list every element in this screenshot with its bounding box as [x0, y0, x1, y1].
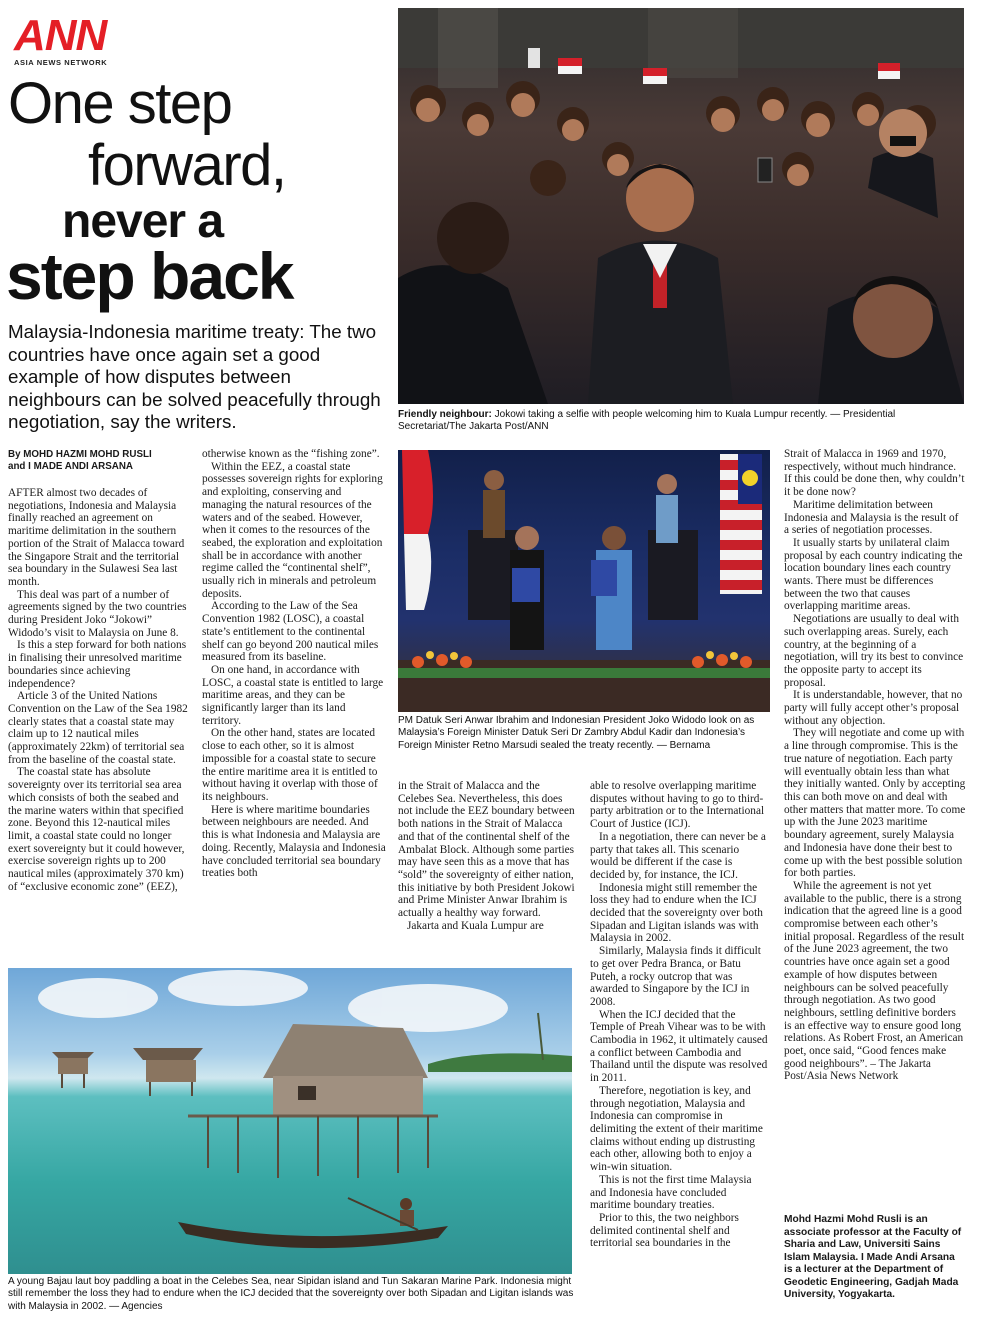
- paragraph: Article 3 of the United Nations Convention on the Law of the Sea 1982 clearly states that a coastal state may claim up to 12 nautical miles (approximately 22km) of territorial sea from the baseline of the coastal state.: [8, 690, 188, 766]
- paragraph: While the agreement is not yet available to the public, there is a strong indication that the agreed line is a good compromise between each other’s initial proposal. Regardless of the result of the June 2023 agreement, the two countries have once again set a good example of how disputes between neighbours can be solved peacefully through negotiation. As two good neighbours, settling definitive borders is an effective way to ensure good long relations. As Robert Frost, an American poet, once said, “Good fences make good neighbours”. – The Jakarta Post/Asia News Network: [784, 879, 965, 1083]
- article-column-3: [398, 780, 578, 932]
- headline-line-4: step back: [6, 239, 293, 313]
- paragraph: Jakarta and Kuala Lumpur are: [407, 919, 544, 932]
- caption-top-label: Friendly neighbour:: [398, 409, 492, 420]
- photo-signing-illustration: [398, 450, 770, 712]
- headline-line-1: One step: [8, 71, 232, 136]
- paragraph: AFTER almost two decades of negotiations, Indonesia and Malaysia finally reached an agreement on maritime delimitation in the southern portion of the Strait of Malacca toward the Singapore Strait and the territorial sea boundary in the Sulawesi Sea last month.: [8, 487, 185, 588]
- caption-top-photo: [398, 409, 964, 434]
- headline-line-2: forward,: [88, 133, 286, 198]
- byline-line-1: By MOHD HAZMI MOHD RUSLI: [8, 449, 152, 460]
- caption-top-text: Jokowi taking a selfie with people welcoming him to Kuala Lumpur recently. — Presidential Secretariat/The Jakarta Post/ANN: [398, 409, 896, 433]
- paragraph: Here is where maritime boundaries between neighbours are needed. And this is what Indonesia and Malaysia are doing. Recently, Malaysia and Indonesia have concluded territorial sea boundary treaties both: [202, 803, 386, 880]
- paragraph: Maritime delimitation between Indonesia and Malaysia is the result of a series of negotiation processes.: [784, 498, 959, 537]
- paragraph: Similarly, Malaysia finds it difficult to get over Pedra Branca, or Batu Puteh, a rocky outcrop that was awarded to Singapore by the ICJ in 2008.: [590, 945, 761, 1008]
- photo-sea-illustration: [8, 968, 572, 1274]
- malaysia-flag-shape: [720, 454, 762, 594]
- photo-crowd-illustration: [398, 8, 964, 404]
- byline-line-2: and I MADE ANDI ARSANA: [8, 461, 134, 472]
- paragraph: This deal was part of a number of agreements signed by the two countries during President Joko “Jokowi” Widodo’s visit to Malaysia on June 8.: [8, 588, 187, 639]
- paragraph: Strait of Malacca in 1969 and 1970, respectively, without much hindrance. If this could be done then, why couldn’t it be done now?: [784, 448, 965, 499]
- photo-treaty-signing: [398, 450, 770, 712]
- paragraph: In a negotiation, there can never be a party that takes all. This scenario would be different if the case is decided by, for instance, the ICJ.: [590, 830, 766, 881]
- paragraph: The coastal state has absolute sovereignty over its territorial sea area which consists of both the seabed and the marine waters within that specified zone. Beyond this 12-nautical miles limit, a coastal state could no longer exert sovereignty but it could however, exercise sovereign rights up to 200 nautical miles (approximately 370 km) of “exclusive economic zone” (EEZ),: [8, 766, 185, 893]
- byline: [8, 449, 198, 473]
- paragraph: This is not the first time Malaysia and Indonesia have concluded maritime boundary treaties.: [590, 1173, 752, 1212]
- headline-line-3: never a: [62, 195, 224, 248]
- author-bio: Mohd Hazmi Mohd Rusli is an associate professor at the Faculty of Sharia and Law, Universiti Sains Islam Malaysia. I Made Andi Arsana is a lecturer at the Department of Geodetic Engineering, Gadjah Mada University, Yogyakarta.: [784, 1214, 962, 1300]
- paragraph: in the Strait of Malacca and the Celebes Sea. Nevertheless, this does not include the EEZ boundary between both nations in the Strait of Malacca and that of the continental shelf of the Ambalat Block. Although some parties may have seen this as a move that has “sold” the sovereignty of either nation, this initiative by both President Jokowi and Prime Minister Anwar Ibrahim is actually a healthy way forward.: [398, 780, 575, 920]
- paragraph: otherwise known as the “fishing zone”.: [202, 448, 380, 460]
- logo-subtitle: ASIA NEWS NETWORK: [14, 58, 108, 67]
- article-column-1: [8, 487, 194, 894]
- paragraph: Is this a step forward for both nations in finalising their unresolved maritime boundaries since achieving independence?: [8, 639, 187, 690]
- paragraph: On one hand, in accordance with LOSC, a coastal state is entitled to large maritime areas, and they can be significantly larger than its land territory.: [202, 663, 384, 727]
- photo-bajau-boat: [8, 968, 572, 1274]
- logo-mark: ANN: [14, 11, 107, 60]
- paragraph: It usually starts by unilateral claim proposal by each country indicating the location boundary lines each country wants. There must be differences between the two that causes overlapping maritime areas.: [784, 536, 963, 613]
- paragraph: According to the Law of the Sea Convention 1982 (LOSC), a coastal state’s entitlement to the continental shelf can go beyond 200 nautical miles measured from its baseline.: [202, 600, 379, 664]
- article-column-5: [784, 448, 966, 1083]
- paragraph: When the ICJ decided that the Temple of Preah Vihear was to be with Cambodia in 1962, it ultimately caused a conflict between Cambodia and Thailand until the dispute was resolved in 2011.: [590, 1008, 768, 1085]
- stilt-houses: [52, 1024, 438, 1178]
- paragraph: Negotiations are usually to deal with such overlapping areas. Surely, each country, at the beginning of a negotiation, will try its best to convince the opposite party to accept its proposal.: [784, 613, 964, 689]
- paragraph: able to resolve overlapping maritime disputes without having to go to third-party arbitration or to the International Court of Justice (ICJ).: [590, 780, 765, 831]
- standfirst: Malaysia-Indonesia maritime treaty: The two countries have once again set a good example of how disputes between neighbours can be solved peacefully through negotiation, say the writers.: [8, 321, 381, 432]
- paragraph: Prior to this, the two neighbors delimited continental shelf and territorial sea boundaries in the: [590, 1211, 739, 1250]
- caption-bottom-photo: A young Bajau laut boy paddling a boat in the Celebes Sea, near Sipidan island and Tun Sakaran Marine Park. Indonesia might still remember the loss they had to endure when the ICJ decided that the sovereignty over both Sipadan and Ligitan islands was with Malaysia in 2002. — Agencies: [8, 1276, 574, 1312]
- paragraph: On the other hand, states are located close to each other, so it is almost impossible for a coastal state to secure the entire maritime area it is entitled to without having it overlap with those of its neighbours.: [202, 727, 378, 803]
- paragraph: Indonesia might still remember the loss they had to endure when the ICJ decided that the sovereignty over both Sipadan and Ligitan islands was with Malaysia in 2002.: [590, 881, 763, 945]
- paragraph: Within the EEZ, a coastal state possesses sovereign rights for exploring and exploiting, conserving and managing the natural resources of the waters and of the seabed. However, when it comes to the resources of the seabed, the exploration and exploitation shall be in accordance with another regime called the “continental shelf”, usually rich in minerals and petroleum deposits.: [202, 460, 383, 600]
- article-column-2: [202, 448, 386, 880]
- photo-jokowi-selfie: [398, 8, 964, 404]
- caption-mid-photo: PM Datuk Seri Anwar Ibrahim and Indonesian President Joko Widodo look on as Malaysia’s Foreign Minister Datuk Seri Dr Zambry Abdul Kadir dan Indonesia’s Foreign Minister Retno Marsudi sealed the treaty recently. — Bernama: [398, 715, 755, 751]
- article-column-4: [590, 780, 770, 1250]
- paragraph: They will negotiate and come up with a line through compromise. This is the true nature of negotiation. Each party will eventually obtain less than what they initially wanted. Only by accepting this can both move on and deal with other matters that matter more. To come up with the June 2023 maritime boundary agreement, surely Malaysia and Indonesia have done their best to come up with the best possible solution for both parties.: [784, 727, 966, 880]
- paragraph: It is understandable, however, that no party will fully accept other’s proposal without any objection.: [784, 689, 963, 727]
- ann-logo: [14, 11, 124, 68]
- paragraph: Therefore, negotiation is key, and through negotiation, Malaysia and Indonesia can compromise in delimiting the extent of their maritime claims without ending up distrusting each other, allowing both to enjoy a win-win situation.: [590, 1084, 763, 1174]
